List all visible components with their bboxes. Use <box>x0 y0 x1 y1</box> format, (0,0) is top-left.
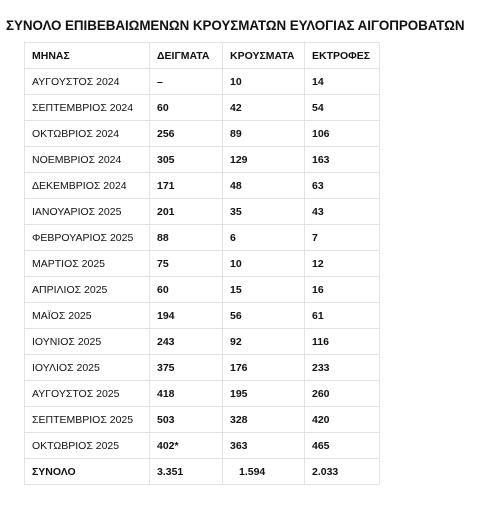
cell-cases: 195 <box>223 381 305 407</box>
cell-samples: 194 <box>150 303 223 329</box>
cell-cases: 15 <box>223 277 305 303</box>
table-row <box>25 407 380 433</box>
cell-farms: 116 <box>305 329 380 355</box>
cell-cases: 129 <box>223 147 305 173</box>
cell-farms: 420 <box>305 407 380 433</box>
cell-farms: 43 <box>305 199 380 225</box>
cell-cases: 56 <box>223 303 305 329</box>
table-row <box>25 69 380 95</box>
cell-farms: 7 <box>305 225 380 251</box>
cell-samples: 375 <box>150 355 223 381</box>
cell-farms: 12 <box>305 251 380 277</box>
header-farms: ΕΚΤΡΟΦΕΣ <box>305 43 380 69</box>
cell-samples: 88 <box>150 225 223 251</box>
cell-cases: 363 <box>223 433 305 459</box>
cases-table <box>24 42 380 485</box>
page-title: ΣΥΝΟΛΟ ΕΠΙΒΕΒΑΙΩΜΕΝΩΝ ΚΡΟΥΣΜΑΤΩΝ ΕΥΛΟΓΙΑΣ ΑΙΓΟΠΡΟΒΑΤΩΝ <box>6 18 465 33</box>
table-row <box>25 329 380 355</box>
cell-samples: 171 <box>150 173 223 199</box>
cell-cases: 35 <box>223 199 305 225</box>
cell-month: ΣΕΠΤΕΜΒΡΙΟΣ 2024 <box>25 95 150 121</box>
cell-cases: 89 <box>223 121 305 147</box>
cell-cases: 328 <box>223 407 305 433</box>
cell-month: ΑΥΓΟΥΣΤΟΣ 2024 <box>25 69 150 95</box>
cell-month: ΑΥΓΟΥΣΤΟΣ 2025 <box>25 381 150 407</box>
cell-farms: 61 <box>305 303 380 329</box>
table-row <box>25 173 380 199</box>
cell-cases: 6 <box>223 225 305 251</box>
cell-samples: 201 <box>150 199 223 225</box>
cell-farms: 63 <box>305 173 380 199</box>
cell-samples: 503 <box>150 407 223 433</box>
cell-cases: 10 <box>223 69 305 95</box>
table-row <box>25 199 380 225</box>
table-row <box>25 147 380 173</box>
cell-month: ΔΕΚΕΜΒΡΙΟΣ 2024 <box>25 173 150 199</box>
table-header-row <box>25 43 380 69</box>
cell-month: ΙΟΥΝΙΟΣ 2025 <box>25 329 150 355</box>
cell-month: ΙΟΥΛΙΟΣ 2025 <box>25 355 150 381</box>
table-row <box>25 251 380 277</box>
cell-cases: 42 <box>223 95 305 121</box>
cell-farms: 14 <box>305 69 380 95</box>
cell-cases: 48 <box>223 173 305 199</box>
cell-samples: 243 <box>150 329 223 355</box>
cell-month: ΣΕΠΤΕΜΒΡΙΟΣ 2025 <box>25 407 150 433</box>
total-farms: 2.033 <box>305 459 380 485</box>
table-row <box>25 303 380 329</box>
header-month: ΜΗΝΑΣ <box>25 43 150 69</box>
cell-month: ΑΠΡΙΛΙΟΣ 2025 <box>25 277 150 303</box>
cell-samples: 75 <box>150 251 223 277</box>
cell-farms: 233 <box>305 355 380 381</box>
total-samples: 3.351 <box>150 459 223 485</box>
table-row <box>25 433 380 459</box>
cell-month: ΙΑΝΟΥΑΡΙΟΣ 2025 <box>25 199 150 225</box>
cell-month: ΝΟΕΜΒΡΙΟΣ 2024 <box>25 147 150 173</box>
cell-farms: 106 <box>305 121 380 147</box>
cell-month: ΟΚΤΩΒΡΙΟΣ 2024 <box>25 121 150 147</box>
cell-samples: 60 <box>150 277 223 303</box>
cell-samples: 305 <box>150 147 223 173</box>
total-label: ΣΥΝΟΛΟ <box>25 459 150 485</box>
cell-cases: 10 <box>223 251 305 277</box>
cell-month: ΜΑΡΤΙΟΣ 2025 <box>25 251 150 277</box>
cell-farms: 465 <box>305 433 380 459</box>
table-row <box>25 277 380 303</box>
table-row <box>25 121 380 147</box>
cell-samples: 60 <box>150 95 223 121</box>
cell-samples: 402* <box>150 433 223 459</box>
cell-farms: 260 <box>305 381 380 407</box>
cell-month: ΟΚΤΩΒΡΙΟΣ 2025 <box>25 433 150 459</box>
cell-samples: 418 <box>150 381 223 407</box>
table-row <box>25 355 380 381</box>
cell-farms: 163 <box>305 147 380 173</box>
cell-month: ΜΑΪΟΣ 2025 <box>25 303 150 329</box>
header-cases: ΚΡΟΥΣΜΑΤΑ <box>223 43 305 69</box>
table-row <box>25 381 380 407</box>
cell-cases: 176 <box>223 355 305 381</box>
cell-farms: 16 <box>305 277 380 303</box>
table-row <box>25 95 380 121</box>
table-total-row <box>25 459 380 485</box>
total-cases: 1.594 <box>223 459 305 485</box>
cell-cases: 92 <box>223 329 305 355</box>
cell-samples: 256 <box>150 121 223 147</box>
cell-samples: – <box>150 69 223 95</box>
cell-farms: 54 <box>305 95 380 121</box>
table-row <box>25 225 380 251</box>
cell-month: ΦΕΒΡΟΥΑΡΙΟΣ 2025 <box>25 225 150 251</box>
header-samples: ΔΕΙΓΜΑΤΑ <box>150 43 223 69</box>
